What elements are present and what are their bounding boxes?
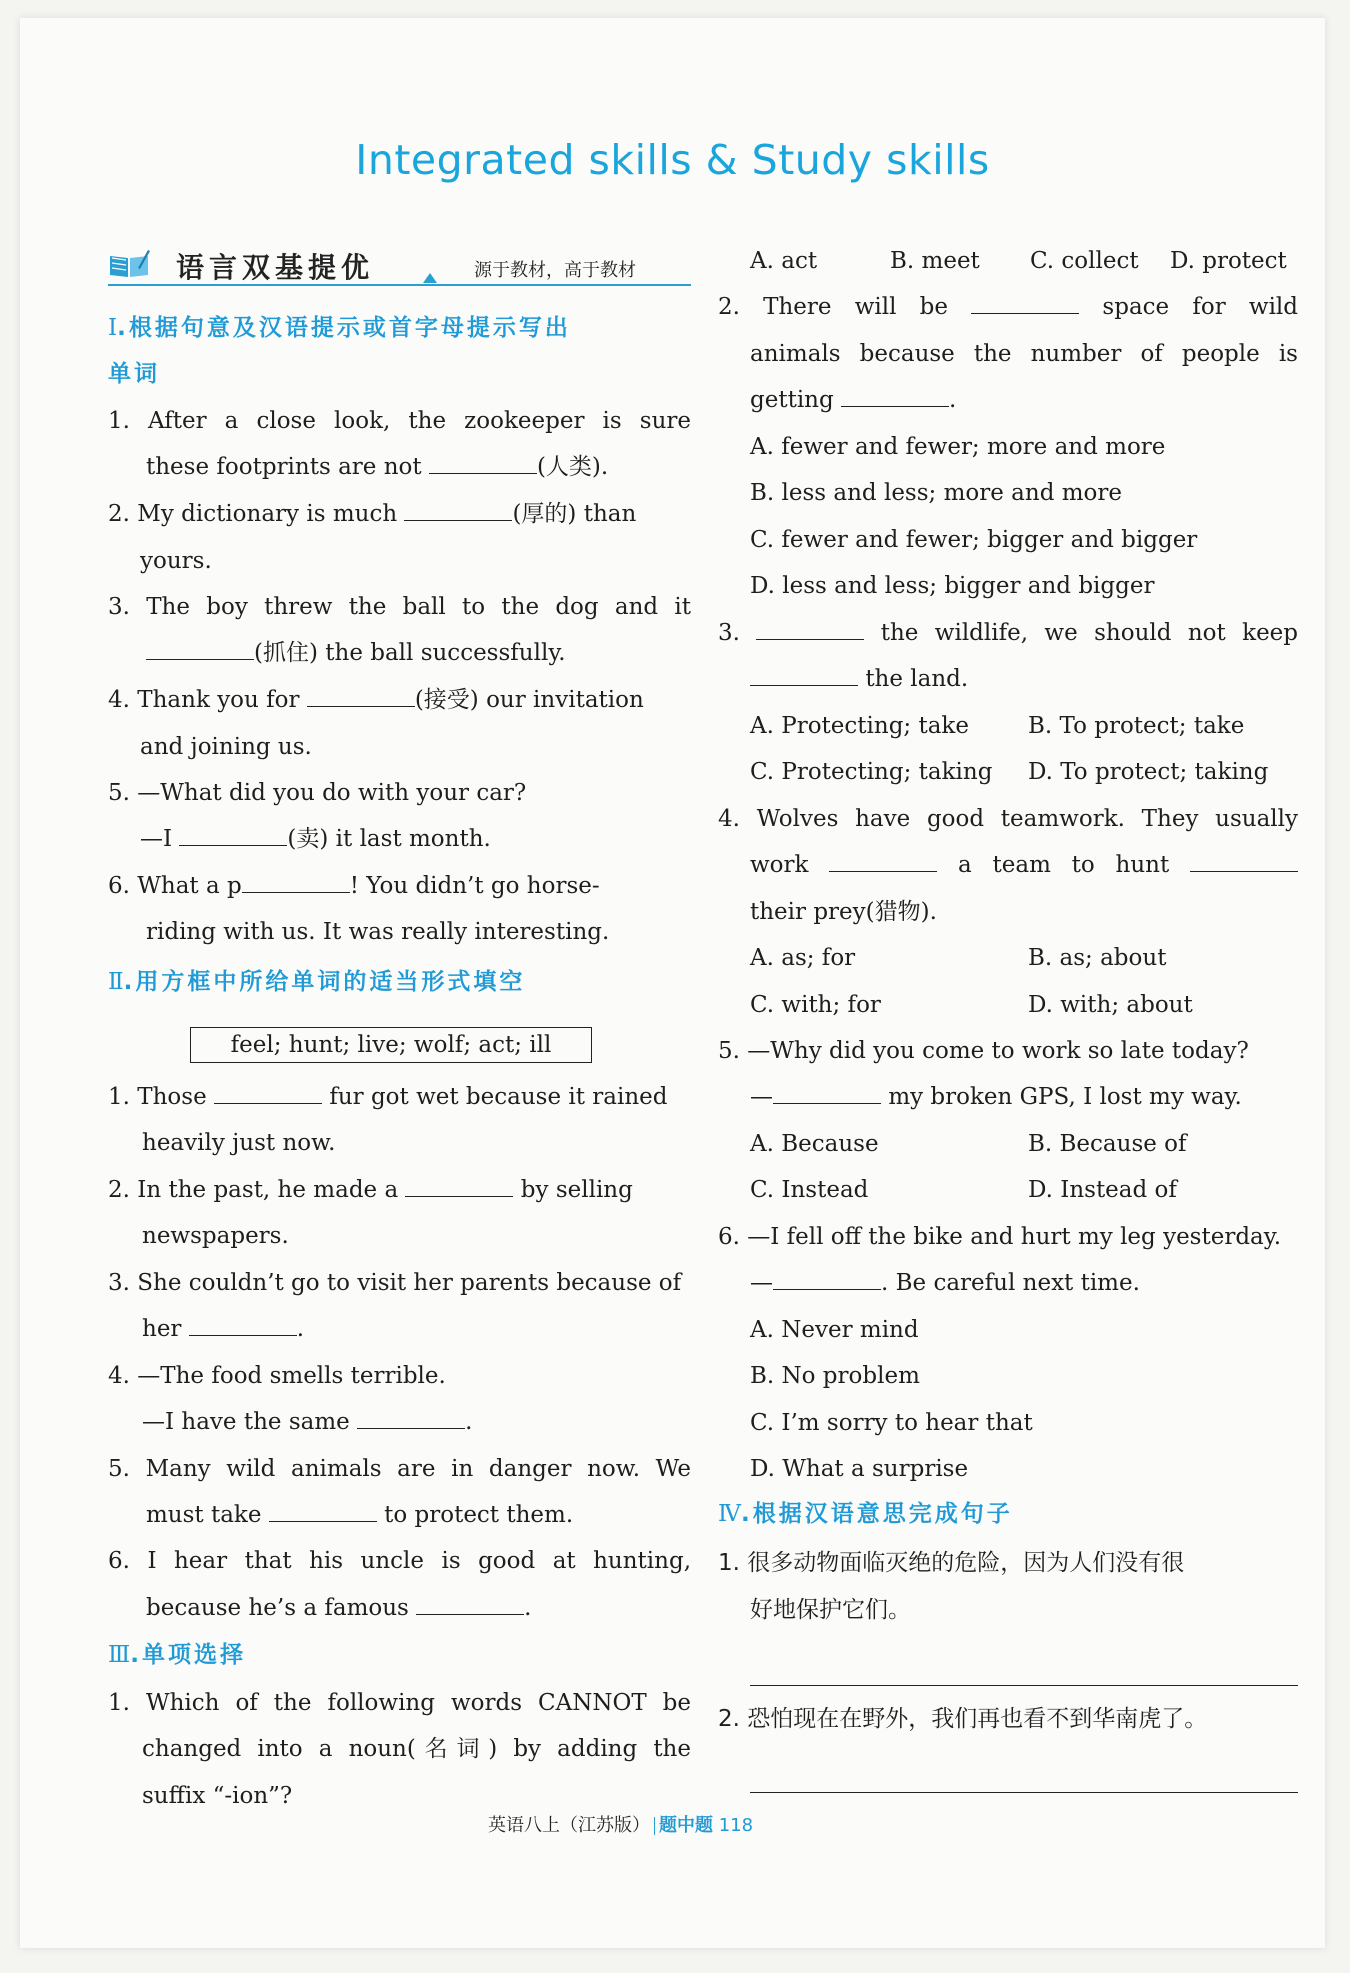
- option-a: A. as; for: [750, 945, 856, 971]
- answer-blank[interactable]: [841, 384, 949, 407]
- triangle-marker: [423, 273, 437, 283]
- option-d: D. Instead of: [1028, 1177, 1177, 1203]
- brand-label: 题中题: [659, 1815, 713, 1836]
- question: 3. She couldn’t go to visit her parents because of: [108, 1270, 682, 1296]
- option-a: A. Never mind: [750, 1317, 919, 1343]
- question: 4. Wolves have good teamwork. They usually: [718, 806, 1299, 832]
- answer-blank[interactable]: [1190, 849, 1298, 872]
- option-d: D. with; about: [1028, 992, 1193, 1018]
- answer-blank[interactable]: [756, 617, 864, 640]
- question-cont: suffix “-ion”?: [142, 1783, 293, 1809]
- answer-blank[interactable]: [242, 870, 350, 893]
- option-d: D. To protect; taking: [1028, 759, 1269, 785]
- question-cont: her .: [142, 1306, 304, 1352]
- option-c: C. with; for: [750, 992, 881, 1018]
- section-slogan: 源于教材，高于教材: [474, 260, 636, 281]
- question-cont: changed into a noun(名词) by adding the: [142, 1736, 691, 1762]
- option-a: A. fewer and fewer; more and more: [750, 434, 1166, 460]
- question: 3. the wildlife, we should not keep: [718, 610, 1298, 656]
- page-number: 118: [718, 1815, 754, 1836]
- option-c: C. Instead: [750, 1177, 869, 1203]
- page-footer: [488, 1811, 753, 1837]
- question-cont: —I (卖) it last month.: [140, 816, 491, 862]
- option-c: C. I’m sorry to hear that: [750, 1410, 1033, 1436]
- question: 2. 恐怕现在在野外，我们再也看不到华南虎了。: [718, 1706, 1208, 1732]
- answer-blank[interactable]: [773, 1081, 881, 1104]
- answer-blank[interactable]: [773, 1267, 881, 1290]
- question-cont: work a team to hunt: [750, 842, 1298, 888]
- question: 5. —Why did you come to work so late today?: [718, 1038, 1249, 1064]
- part1-heading: Ⅰ.根据句意及汉语提示或首字母提示写出: [108, 315, 571, 341]
- answer-blank[interactable]: [189, 1313, 297, 1336]
- part1-heading-cont: 单词: [108, 361, 160, 387]
- question-cont: heavily just now.: [142, 1130, 336, 1156]
- question-cont: animals because the number of people is: [750, 341, 1298, 367]
- question: 1. After a close look, the zookeeper is sure: [108, 408, 691, 434]
- answer-blank[interactable]: [269, 1499, 377, 1522]
- footer-divider: [654, 1817, 655, 1835]
- question-cont: these footprints are not (人类).: [146, 444, 608, 490]
- answer-blank[interactable]: [214, 1081, 322, 1104]
- answer-blank[interactable]: [179, 823, 287, 846]
- section-title: 语言双基提优: [176, 251, 375, 284]
- question-cont: newspapers.: [142, 1223, 289, 1249]
- answer-blank[interactable]: [429, 451, 537, 474]
- answer-line[interactable]: [750, 1792, 1298, 1793]
- question-cont: — my broken GPS, I lost my way.: [750, 1074, 1242, 1120]
- question-cont: riding with us. It was really interesting.: [146, 919, 610, 945]
- question-cont: 好地保护它们。: [750, 1597, 911, 1623]
- option-d: D. What a surprise: [750, 1456, 969, 1482]
- option-c: C. collect: [1030, 248, 1139, 274]
- question: 5. —What did you do with your car?: [108, 780, 527, 806]
- question-cont: must take to protect them.: [146, 1492, 573, 1538]
- answer-blank[interactable]: [357, 1406, 465, 1429]
- part4-heading: Ⅳ.根据汉语意思完成句子: [718, 1501, 1013, 1527]
- option-d: D. protect: [1170, 248, 1287, 274]
- option-b: B. To protect; take: [1028, 713, 1245, 739]
- question: 6. What a p ! You didn’t go horse-: [108, 863, 691, 909]
- answer-line[interactable]: [750, 1685, 1298, 1686]
- question: 3. The boy threw the ball to the dog and it: [108, 594, 691, 620]
- question-cont: and joining us.: [140, 734, 312, 760]
- question-cont: because he’s a famous .: [146, 1585, 531, 1631]
- question: 6. —I fell off the bike and hurt my leg yesterday.: [718, 1224, 1282, 1250]
- word-box: feel; hunt; live; wolf; act; ill: [190, 1027, 592, 1063]
- option-a: A. Protecting; take: [750, 713, 969, 739]
- answer-blank[interactable]: [971, 291, 1079, 314]
- question: 5. Many wild animals are in danger now. We: [108, 1456, 691, 1482]
- option-b: B. No problem: [750, 1363, 920, 1389]
- option-b: B. less and less; more and more: [750, 480, 1122, 506]
- question: 4. —The food smells terrible.: [108, 1363, 446, 1389]
- question-cont: —I have the same .: [142, 1399, 472, 1445]
- option-a: A. act: [750, 248, 818, 274]
- answer-blank[interactable]: [307, 684, 415, 707]
- question: 4. Thank you for (接受) our invitation: [108, 677, 691, 723]
- answer-blank[interactable]: [146, 637, 254, 660]
- answer-blank[interactable]: [405, 1174, 513, 1197]
- question-cont: (抓住) the ball successfully.: [146, 630, 566, 676]
- book-label: 英语八上（江苏版）: [488, 1815, 650, 1836]
- question: 2. In the past, he made a by selling: [108, 1167, 691, 1213]
- question-cont: — . Be careful next time.: [750, 1260, 1140, 1306]
- question-cont: yours.: [140, 548, 212, 574]
- option-b: B. as; about: [1028, 945, 1167, 971]
- option-b: B. Because of: [1028, 1131, 1187, 1157]
- question: 1. Which of the following words CANNOT be: [108, 1690, 691, 1716]
- option-b: B. meet: [890, 248, 980, 274]
- question-cont: the land.: [750, 656, 968, 702]
- option-d: D. less and less; bigger and bigger: [750, 573, 1155, 599]
- question: 6. I hear that his uncle is good at hunting,: [108, 1548, 692, 1574]
- answer-blank[interactable]: [404, 498, 512, 521]
- option-c: C. Protecting; taking: [750, 759, 993, 785]
- part3-heading: Ⅲ.单项选择: [108, 1642, 246, 1668]
- option-c: C. fewer and fewer; bigger and bigger: [750, 527, 1198, 553]
- answer-blank[interactable]: [416, 1592, 524, 1615]
- question: 2. There will be space for wild: [718, 284, 1298, 330]
- question-cont: getting .: [750, 377, 956, 423]
- page-title: Integrated skills & Study skills: [355, 136, 990, 184]
- question: 1. Those fur got wet because it rained: [108, 1074, 691, 1120]
- option-a: A. Because: [750, 1131, 879, 1157]
- book-pencil-icon: [108, 248, 150, 278]
- question: 1. 很多动物面临灭绝的危险，因为人们没有很: [718, 1550, 1185, 1576]
- question: 2. My dictionary is much (厚的) than: [108, 491, 691, 537]
- worksheet-page: [20, 18, 1325, 1948]
- answer-blank[interactable]: [750, 663, 858, 686]
- section-banner: [108, 244, 691, 286]
- question-cont: their prey(猎物).: [750, 899, 937, 925]
- answer-blank[interactable]: [829, 849, 937, 872]
- part2-heading: Ⅱ.用方框中所给单词的适当形式填空: [108, 969, 526, 995]
